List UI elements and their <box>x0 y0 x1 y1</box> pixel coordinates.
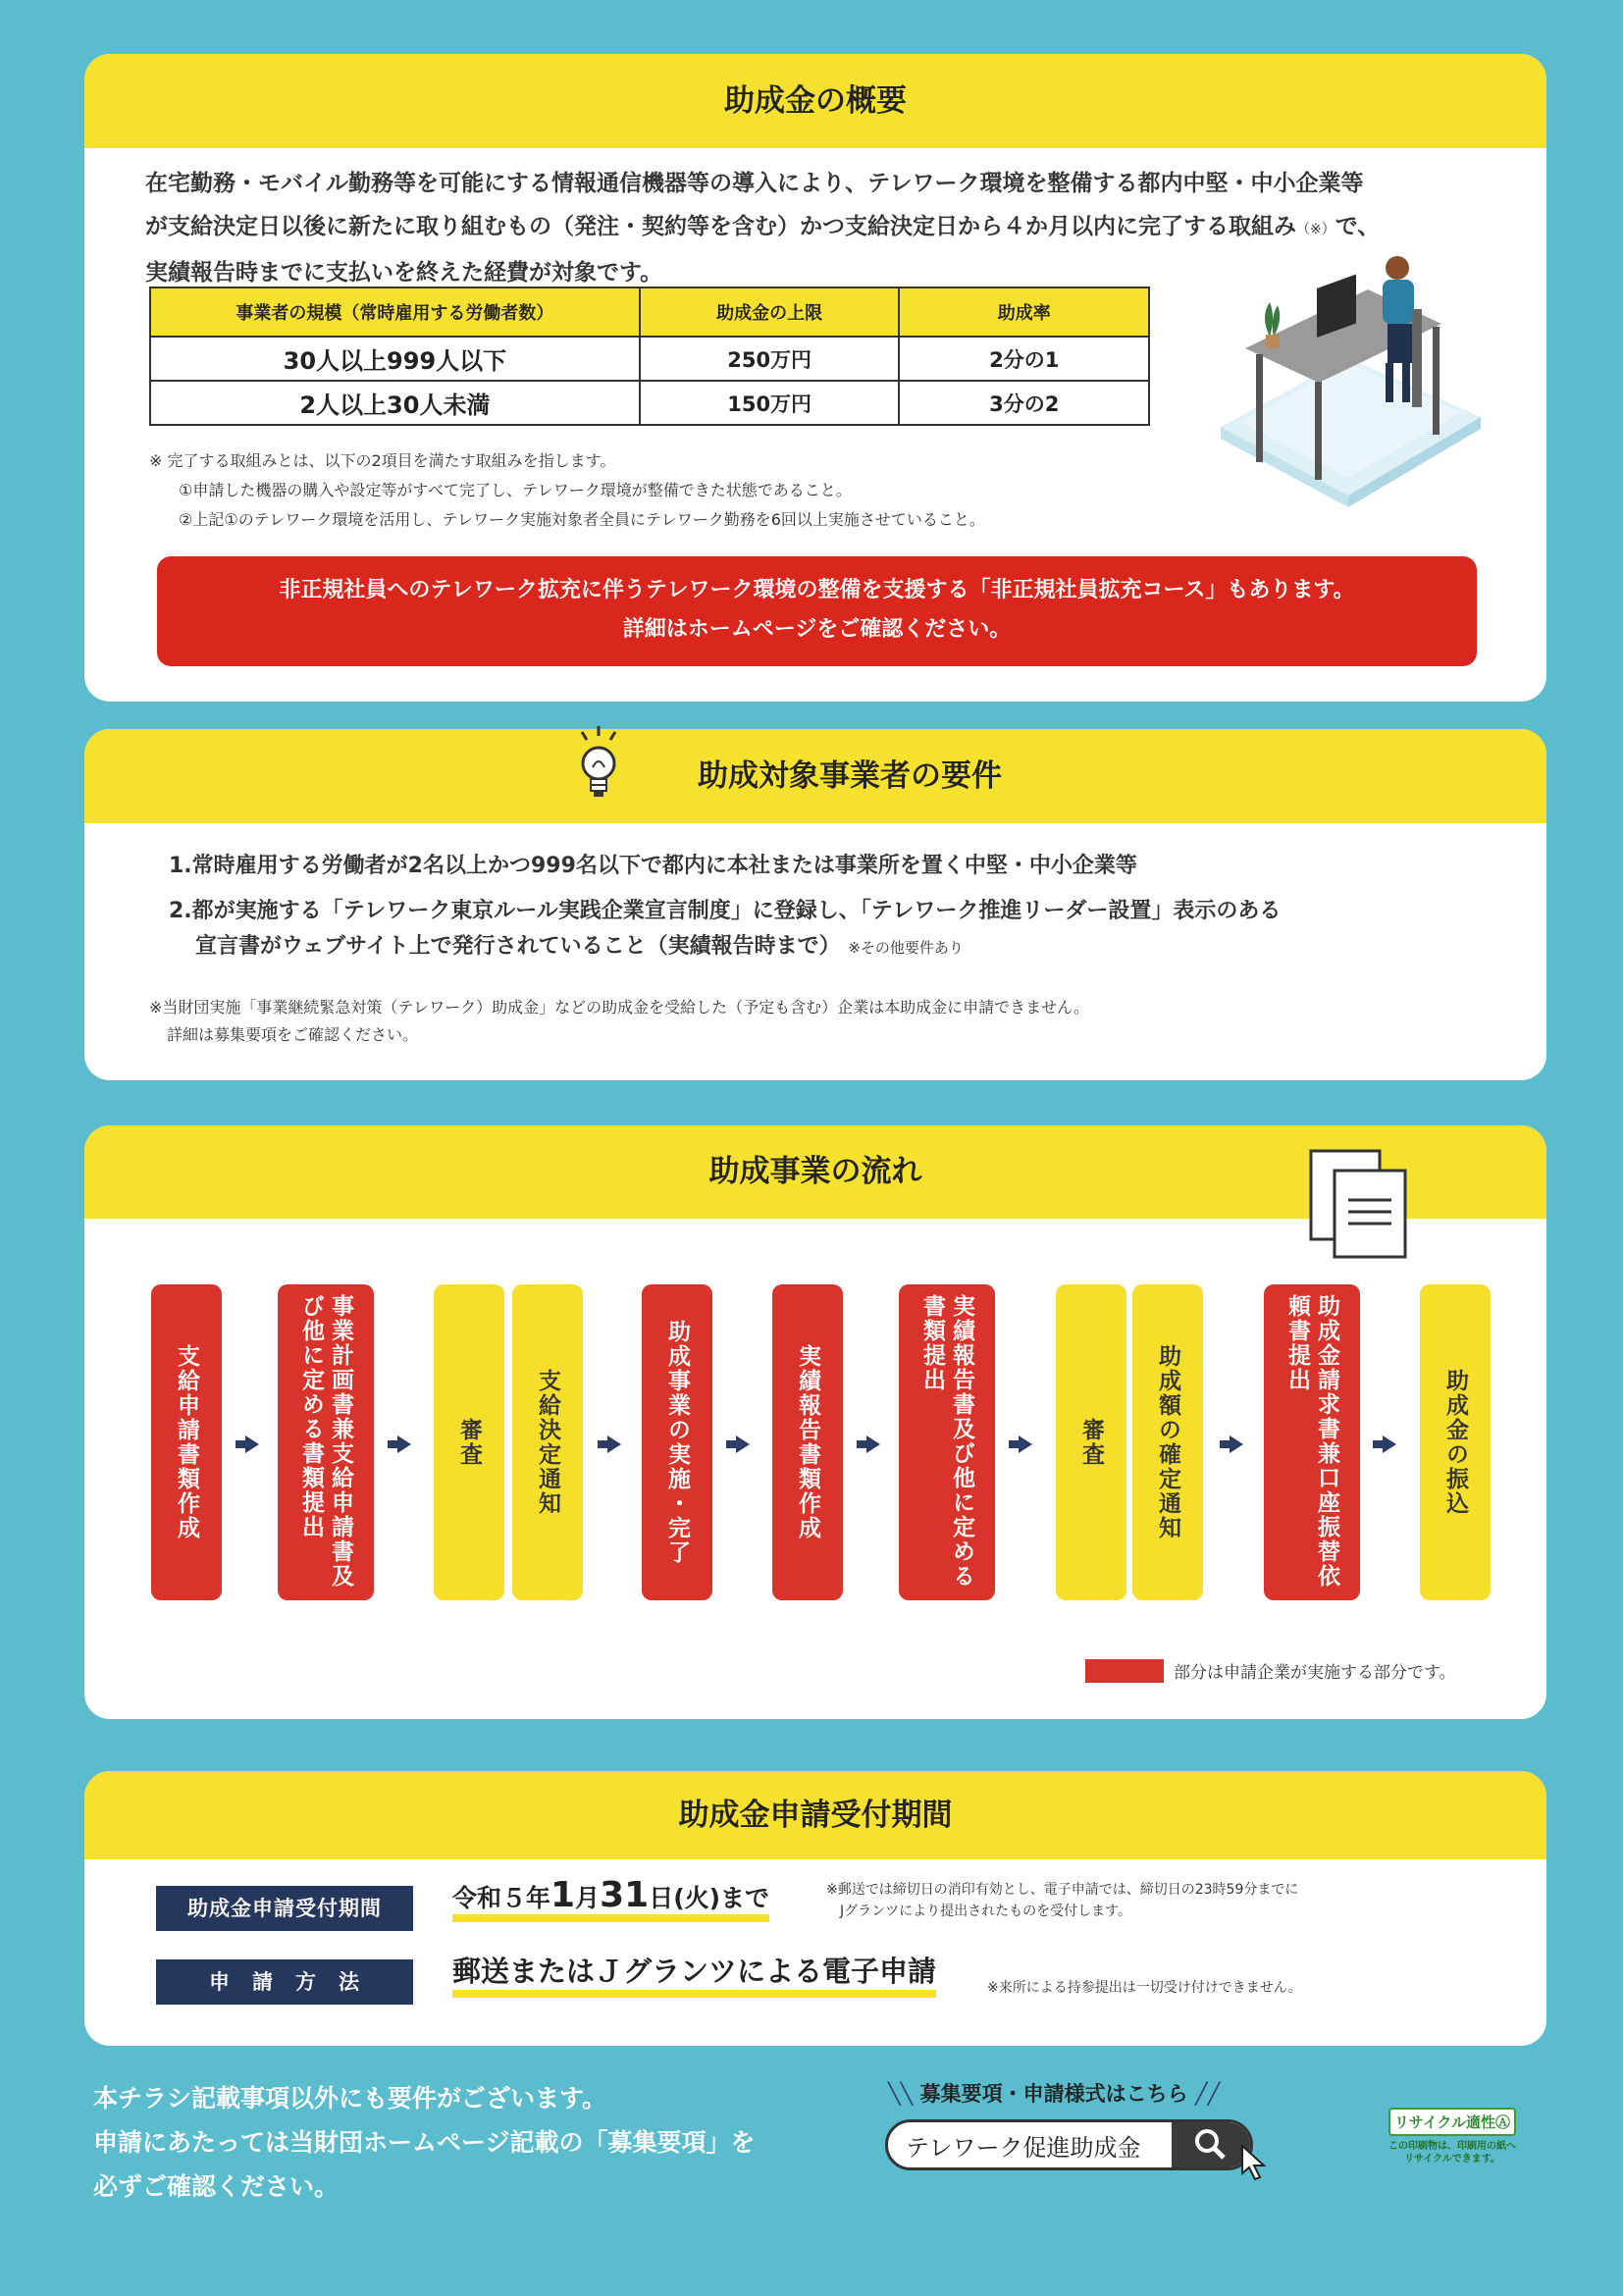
arrow-right-icon <box>866 1435 880 1453</box>
table-cell: 30人以上999人以下 <box>150 337 640 381</box>
requirement-item-2-line-2 <box>169 929 1281 965</box>
requirements-note <box>149 994 1089 1049</box>
footer-line: 本チラシ記載事項以外にも要件がございます。 <box>93 2084 607 2113</box>
search-heading-text: 募集要項・申請様式はこちら <box>919 2082 1188 2106</box>
table-cell: 3分の2 <box>899 381 1149 425</box>
requirement-item-2 <box>169 894 1281 965</box>
search-icon <box>1191 2125 1230 2165</box>
search-text: テレワーク促進助成金 <box>906 2133 1141 2162</box>
irregular-course-banner <box>157 556 1477 666</box>
recycle-mark <box>1388 2108 1516 2165</box>
table-header: 助成率 <box>899 287 1149 337</box>
slash-decor-icon: ╱╱ <box>1194 2082 1221 2106</box>
period-value <box>452 1875 769 1915</box>
intro-line-3: 実績報告時までに支払いを終えた経費が対象です。 <box>145 260 663 286</box>
flow-step: 支給決定通知 <box>512 1284 583 1600</box>
recycle-note <box>1388 2140 1516 2166</box>
intro-line-1: 在宅勤務・モバイル勤務等を可能にする情報通信機器等の導入により、テレワーク環境を整備する都内中堅・中小企業等 <box>145 171 1364 196</box>
lightbulb-icon <box>574 724 623 812</box>
flow-step: 支給申請書類作成 <box>151 1284 222 1600</box>
recycle-note-line: この印刷物は、印刷用の紙へ <box>1388 2141 1516 2152</box>
recycle-note-line: リサイクルできます。 <box>1404 2154 1500 2165</box>
requirement-item-2-line-1: 2.都が実施する「テレワーク東京ルール実践企業宣言制度」に登録し、「テレワーク推進リーダー設置」表示のある <box>169 899 1282 923</box>
slash-decor-icon: ╲╲ <box>888 2082 914 2106</box>
note-line: ※当財団実施「事業継続緊急対策（テレワーク）助成金」などの助成金を受給した（予定も含む）企業は本助成金に申請できません。 <box>149 998 1090 1017</box>
requirement-item-1: 1.常時雇用する労働者が2名以上かつ999名以下で都内に本社または事業所を置く中堅・中小企業等 <box>169 854 1137 878</box>
note-line: ①申請した機器の購入や設定等がすべて完了し、テレワーク環境が整備できた状態であること。 <box>179 481 852 499</box>
table-cell: 2人以上30人未満 <box>150 381 640 425</box>
footer-notice <box>93 2076 756 2209</box>
deadline-month: 1 <box>550 1875 576 1915</box>
flow-step: 実績報告書及び他に定める書類提出 <box>899 1284 995 1600</box>
legend-swatch <box>1085 1659 1164 1683</box>
deadline <box>452 1875 770 1922</box>
flow-step: 助成事業の実施・完了 <box>642 1284 712 1600</box>
arrow-right-icon <box>397 1435 411 1453</box>
intro-line-2b: で、 <box>1335 214 1381 239</box>
recycle-label: リサイクル適性Ⓐ <box>1388 2108 1516 2136</box>
table-row <box>150 381 1149 425</box>
footer-line: 申請にあたっては当財団ホームページ記載の「募集要項」を <box>93 2128 756 2157</box>
flow-step: 審査 <box>1056 1284 1126 1600</box>
flow-step: 助成額の確定通知 <box>1132 1284 1203 1600</box>
intro-line-2 <box>145 205 1519 251</box>
documents-icon <box>1305 1145 1413 1261</box>
table-header: 助成金の上限 <box>640 287 900 337</box>
flow-title: 助成事業の流れ <box>84 1125 1546 1219</box>
flow-step: 実績報告書類作成 <box>772 1284 843 1600</box>
overview-title: 助成金の概要 <box>84 54 1546 148</box>
banner-line-2: 詳細はホームページをご確認ください。 <box>622 617 1012 642</box>
table-header-row <box>150 287 1149 337</box>
period-note-line: ※郵送では締切日の消印有効とし、電子申請では、締切日の23時59分までに <box>826 1882 1299 1898</box>
note-line: 詳細は募集要項をご確認ください。 <box>167 1025 419 1044</box>
note-line: ②上記①のテレワーク環境を活用し、テレワーク実施対象者全員にテレワーク勤務を6回以上実施させていること。 <box>179 510 985 529</box>
method-value <box>452 1950 936 1990</box>
requirement-item-2-text: 宣言書がウェブサイト上で発行されていること（実績報告時まで） <box>195 934 841 959</box>
legend-text: 部分は申請企業が実施する部分です。 <box>1174 1663 1456 1683</box>
table-row <box>150 337 1149 381</box>
flow-step: 審査 <box>434 1284 504 1600</box>
deadline-suffix: 日(火)まで <box>649 1884 770 1912</box>
arrow-right-icon <box>736 1435 750 1453</box>
intro-line-2a: が支給決定日以後に新たに取り組むもの（発注・契約等を含む）かつ支給決定日から４か月以内に完了する取組み <box>145 214 1296 239</box>
flow-step: 助成金請求書兼口座振替依頼書提出 <box>1264 1284 1360 1600</box>
subsidy-table <box>149 287 1150 426</box>
period-label: 助成金申請受付期間 <box>156 1886 413 1931</box>
period-title: 助成金申請受付期間 <box>84 1771 1546 1859</box>
requirements-title <box>84 729 1546 823</box>
intro-mark: （※） <box>1296 222 1335 237</box>
arrow-right-icon <box>1383 1435 1396 1453</box>
requirement-item-2-note: ※その他要件あり <box>848 939 964 957</box>
deadline-day: 31 <box>600 1875 650 1915</box>
requirements-title-text: 助成対象事業者の要件 <box>698 758 1002 794</box>
deadline-era: 令和５年 <box>452 1884 551 1912</box>
arrow-right-icon <box>1230 1435 1243 1453</box>
period-note-line: Jグランツにより提出されたものを受付します。 <box>840 1904 1132 1919</box>
overview-card <box>84 54 1546 702</box>
arrow-right-icon <box>607 1435 621 1453</box>
period-note <box>826 1879 1298 1922</box>
requirements-card <box>84 729 1546 1080</box>
arrow-right-icon <box>1019 1435 1032 1453</box>
deadline-month-unit: 月 <box>575 1884 601 1912</box>
flow-step: 助成金の振込 <box>1420 1284 1491 1600</box>
note-line: ※ 完了する取組みとは、以下の2項目を満たす取組みを指します。 <box>149 451 616 470</box>
method-note: ※来所による持参提出は一切受け付けできません。 <box>987 1980 1302 1996</box>
flow-legend <box>1085 1658 1456 1683</box>
telework-desk-illustration <box>1201 250 1495 545</box>
search-box[interactable] <box>885 2119 1253 2170</box>
banner-line-1: 非正規社員へのテレワーク拡充に伴うテレワーク環境の整備を支援する「非正規社員拡充コース」もあります。 <box>279 578 1355 602</box>
application-period-card <box>84 1771 1546 2046</box>
flow-step: 事業計画書兼支給申請書及び他に定める書類提出 <box>278 1284 374 1600</box>
table-cell: 2分の1 <box>899 337 1149 381</box>
footer-line: 必ずご確認ください。 <box>93 2172 340 2201</box>
arrow-right-icon <box>245 1435 259 1453</box>
table-cell: 150万円 <box>640 381 900 425</box>
table-cell: 250万円 <box>640 337 900 381</box>
completion-note <box>149 446 985 535</box>
method-text: 郵送またはＪグランツによる電子申請 <box>452 1955 936 1998</box>
method-label: 申 請 方 法 <box>156 1959 413 2005</box>
search-heading <box>888 2078 1220 2108</box>
table-header: 事業者の規模（常時雇用する労働者数） <box>150 287 640 337</box>
cursor-icon <box>1238 2144 1272 2183</box>
